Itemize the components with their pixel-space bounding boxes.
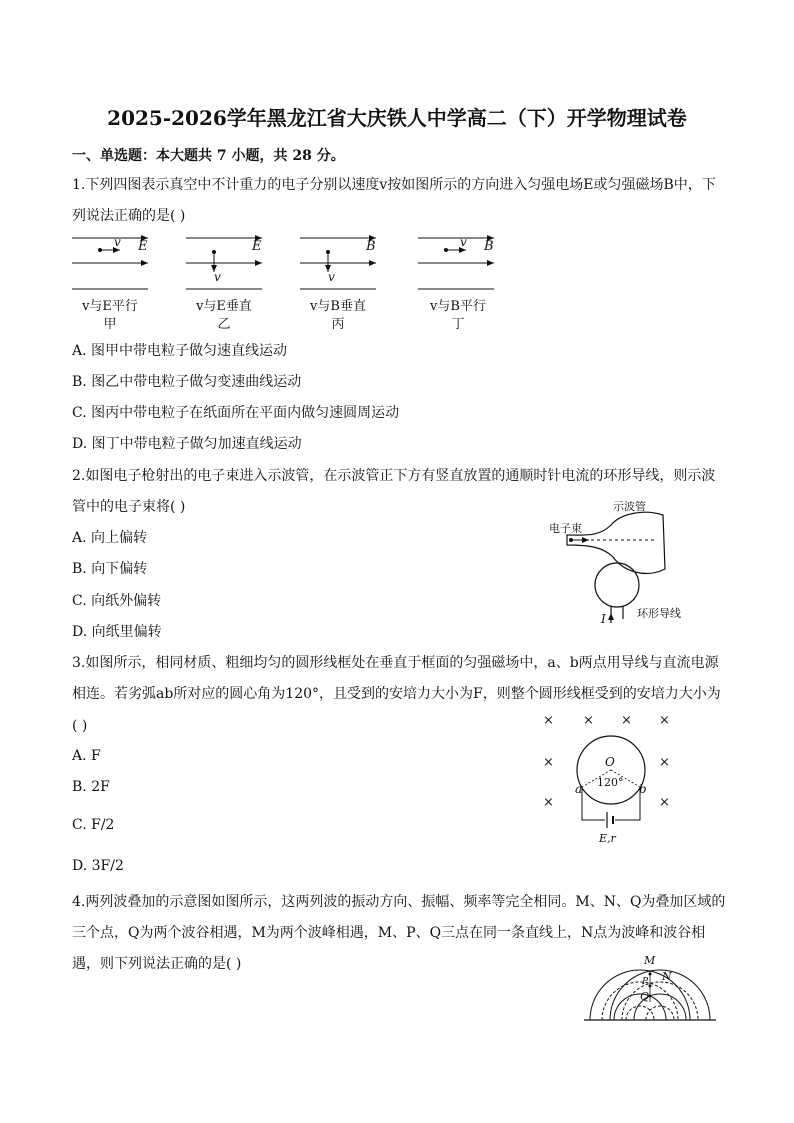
q2-option-d: D. 向纸里偏转 — [72, 624, 162, 640]
panel-bing — [300, 238, 376, 332]
beam-label: 电子束 — [549, 522, 582, 535]
tube-label: 示波管 — [613, 500, 646, 513]
center-label: O — [605, 755, 615, 769]
name-ding: 丁 — [451, 317, 465, 332]
panel-ding — [418, 235, 494, 332]
v-label: v — [114, 235, 121, 249]
q1-option-c: C. 图丙中带电粒子在纸面所在平面内做匀速圆周运动 — [72, 405, 400, 421]
e-label: E — [252, 239, 262, 254]
point-n-label: N — [662, 970, 672, 983]
e-label: E — [138, 239, 148, 254]
q1-stem-line2: 列说法正确的是( ) — [72, 208, 186, 224]
q3-option-a: A. F — [72, 748, 101, 764]
point-a-label: a — [575, 782, 583, 796]
cross-mark: × — [543, 713, 554, 728]
v-label: v — [214, 270, 221, 284]
q3-option-c: C. F/2 — [72, 817, 115, 833]
cross-mark: × — [659, 795, 670, 810]
name-jia: 甲 — [103, 317, 117, 332]
point-b-label: b — [639, 782, 647, 796]
angle-label: 120° — [597, 776, 624, 789]
point-q-label: Q — [640, 990, 650, 1003]
page-title: 2025-2026学年黑龙江省大庆铁人中学高二（下）开学物理试卷 — [107, 106, 687, 130]
q4-figure — [580, 950, 720, 1025]
loop-label: 环形导线 — [637, 607, 681, 620]
caption-yi: v与E垂直 — [196, 299, 252, 314]
q4-stem-line2: 三个点，Q为两个波谷相遇，M为两个波峰相遇，M、P、Q三点在同一条直线上，N点为波峰和波谷相 — [72, 925, 706, 941]
v-label: v — [460, 235, 467, 249]
q1-figure — [68, 228, 508, 338]
point-m-label: M — [644, 954, 656, 967]
panel-jia — [72, 235, 148, 332]
cross-mark: × — [543, 795, 554, 810]
q3-figure — [535, 708, 685, 848]
point-p-label: P — [642, 977, 649, 987]
panel-yi — [186, 238, 262, 332]
q2-option-a: A. 向上偏转 — [72, 530, 148, 546]
name-bing: 丙 — [331, 317, 345, 332]
b-label: B — [366, 239, 376, 254]
q1-stem-line1: 1.下列四图表示真空中不计重力的电子分别以速度v按如图所示的方向进入匀强电场E或匀强磁场B中，下 — [72, 177, 716, 193]
q2-option-c: C. 向纸外偏转 — [72, 593, 162, 609]
caption-bing: v与B垂直 — [310, 299, 366, 314]
q2-stem-line2: 管中的电子束将( ) — [72, 499, 186, 515]
cross-mark: × — [659, 755, 670, 770]
q1-option-b: B. 图乙中带电粒子做匀变速曲线运动 — [72, 374, 302, 390]
q3-option-b: B. 2F — [72, 779, 110, 795]
q2-figure — [545, 495, 725, 630]
cross-mark: × — [543, 755, 554, 770]
q3-stem-line3: ( ) — [72, 718, 88, 734]
q2-option-b: B. 向下偏转 — [72, 561, 148, 577]
source-label: E,r — [599, 832, 616, 845]
q4-stem-line1: 4.两列波叠加的示意图如图所示，这两列波的振动方向、振幅、频率等完全相同。M、N、Q为叠加区域的 — [72, 894, 726, 910]
q3-option-d: D. 3F/2 — [72, 858, 124, 874]
q4-stem-line3: 遇，则下列说法正确的是( ) — [72, 956, 242, 972]
name-yi: 乙 — [217, 317, 231, 332]
cross-mark: × — [621, 713, 632, 728]
caption-jia: v与E平行 — [82, 299, 138, 314]
caption-ding: v与B平行 — [430, 299, 486, 314]
cross-mark: × — [583, 713, 594, 728]
q3-stem-line1: 3.如图所示，相同材质、粗细均匀的圆形线框处在垂直于框面的匀强磁场中，a、b两点用导线与直流电源 — [72, 655, 719, 671]
cross-mark: × — [659, 713, 670, 728]
q1-option-a: A. 图甲中带电粒子做匀速直线运动 — [72, 343, 288, 359]
v-label: v — [328, 270, 335, 284]
q1-option-d: D. 图丁中带电粒子做匀加速直线运动 — [72, 436, 302, 452]
section-heading: 一、单选题：本大题共 7 小题，共 28 分。 — [72, 148, 345, 164]
b-label: B — [484, 239, 494, 254]
q3-stem-line2: 相连。若劣弧ab所对应的圆心角为120°，且受到的安培力大小为F，则整个圆形线框受到的安培力大小为 — [72, 686, 721, 702]
q2-stem-line1: 2.如图电子枪射出的电子束进入示波管，在示波管正下方有竖直放置的通顺时针电流的环形导线，则示波 — [72, 468, 716, 484]
current-label: I — [601, 612, 606, 626]
